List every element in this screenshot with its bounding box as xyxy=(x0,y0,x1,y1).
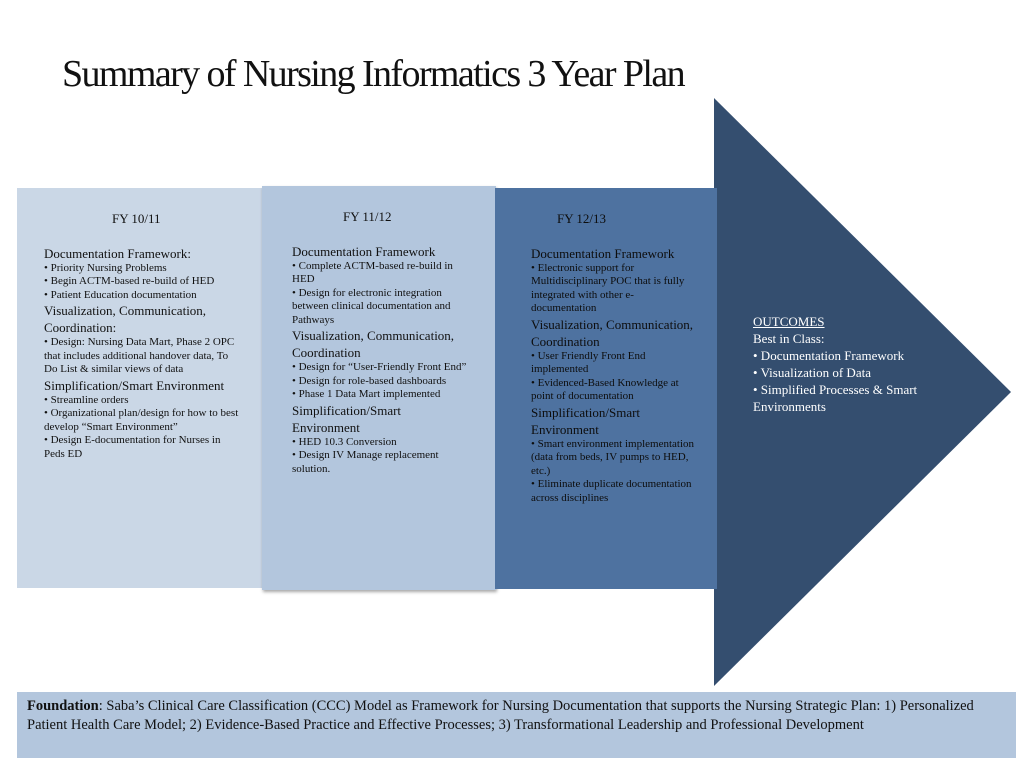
list-item: • Organizational plan/design for how to best develop “Smart Environment” xyxy=(44,407,239,433)
section-heading: Documentation Framework xyxy=(292,243,436,259)
list-item: • Electronic support for Multidisciplinary POC that is fully integrated with other e-documentation xyxy=(531,261,685,314)
section-visualization xyxy=(44,302,243,377)
list-item: • Design IV Manage replacement solution. xyxy=(292,449,439,475)
section-heading: Simplification/Smart Environment xyxy=(531,404,641,437)
section-documentation-framework xyxy=(531,245,695,316)
outcomes-panel xyxy=(753,313,943,415)
section-visualization xyxy=(531,316,695,404)
outcome-item: • Documentation Framework xyxy=(753,348,905,363)
list-item: • Eliminate duplicate documentation across disciplines xyxy=(531,478,692,504)
section-heading: Visualization, Communication, Coordination xyxy=(531,316,694,349)
section-simplification xyxy=(44,377,243,462)
section-heading: Documentation Framework xyxy=(531,245,675,261)
list-item: • Priority Nursing Problems xyxy=(44,261,167,274)
page-title: Summary of Nursing Informatics 3 Year Plan xyxy=(62,53,684,95)
section-simplification xyxy=(292,402,472,477)
section-heading: Visualization, Communication, Coordination xyxy=(292,328,455,360)
list-item: • Begin ACTM-based re-build of HED xyxy=(44,275,215,287)
list-item: • Streamline orders xyxy=(44,393,129,406)
list-item: • Design for electronic integration between clinical documentation and Pathways xyxy=(292,286,451,326)
foundation-box xyxy=(17,690,1016,760)
section-simplification xyxy=(531,404,695,506)
list-item: • Evidenced-Based Knowledge at point of documentation xyxy=(531,376,679,402)
outcomes-title: OUTCOMES xyxy=(753,314,825,329)
list-item: • Design for role-based dashboards xyxy=(292,374,447,387)
column-label: FY 12/13 xyxy=(557,211,606,226)
section-heading: Simplification/Smart Environment xyxy=(44,377,225,393)
outcome-item: • Simplified Processes & Smart Environments xyxy=(753,382,918,414)
outcome-item: • Visualization of Data xyxy=(753,365,871,380)
section-documentation-framework xyxy=(44,245,243,303)
section-heading: Visualization, Communication, Coordination: xyxy=(44,303,207,335)
section-visualization xyxy=(292,327,472,402)
section-heading: Simplification/Smart Environment xyxy=(292,402,402,435)
outcomes-subtitle: Best in Class: xyxy=(753,331,825,346)
column-fy-11-12 xyxy=(262,186,496,590)
column-fy-10-11 xyxy=(17,188,263,588)
list-item: • Design for “User-Friendly Front End” xyxy=(292,361,467,373)
list-item: • Patient Education documentation xyxy=(44,288,197,301)
list-item: • Phase 1 Data Mart implemented xyxy=(292,388,441,400)
list-item: • User Friendly Front End implemented xyxy=(531,349,646,375)
list-item: • HED 10.3 Conversion xyxy=(292,435,397,448)
list-item: • Design E-documentation for Nurses in Peds ED xyxy=(44,434,221,460)
column-fy-12-13 xyxy=(495,188,717,589)
section-heading: Documentation Framework: xyxy=(44,245,191,261)
list-item: • Complete ACTM-based re-build in HED xyxy=(292,259,453,285)
foundation-label: Foundation xyxy=(27,698,99,714)
foundation-text: : Saba’s Clinical Care Classification (CCC) Model as Framework for Nursing Documentation that supports the Nursing Strategic Plan: 1) Personalized Patient Health Care Model; 2) Evidence-Based Practice and Effective Processes; 3) Transformational Leadership and Professional Development xyxy=(27,698,974,733)
list-item: • Smart environment implementation (data from beds, IV pumps to HED, etc.) xyxy=(531,437,695,477)
section-documentation-framework xyxy=(292,243,472,328)
column-label: FY 11/12 xyxy=(343,209,392,224)
list-item: • Design: Nursing Data Mart, Phase 2 OPC that includes additional handover data, To Do List & similar views of data xyxy=(44,336,235,375)
column-label: FY 10/11 xyxy=(112,211,161,226)
